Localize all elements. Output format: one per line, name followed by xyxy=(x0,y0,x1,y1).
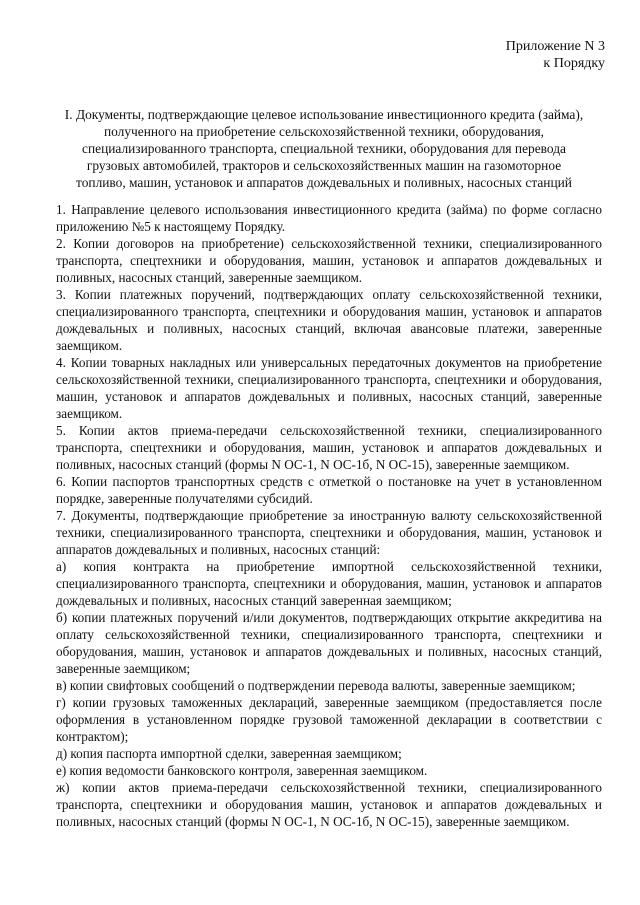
list-item: 7. Документы, подтверждающие приобретение за иностранную валюту сельскохозяйственной техники, специализированного транспорта, спецтехники и оборудования, машин, установок и аппаратов дождевальных и поливных, насосных станций: xyxy=(56,508,602,557)
sub-item: б) копии платежных поручений и/или документов, подтверждающих открытие аккредитива на оплату сельскохозяйственной техники, специализированного транспорта, спецтехники и оборудования, машин, установок и аппаратов дождевальных и поливных, насосных станций, заверенные заемщиком; xyxy=(56,610,602,676)
appendix-reference: к Порядку xyxy=(543,56,605,71)
sub-item: ж) копии актов приема-передачи сельскохозяйственной техники, специализированного транспорта, спецтехники и оборудования машин, установок и аппаратов дождевальных и поливных, насосных станций (формы N ОС-1, N ОС-1б, N ОС-15), заверенные заемщиком. xyxy=(56,780,602,829)
sub-item: д) копия паспорта импортной сделки, заверенная заемщиком; xyxy=(56,746,402,761)
list-item: 2. Копии договоров на приобретение) сельскохозяйственной техники, специализированного транспорта, спецтехники и оборудования, машин, установок и аппаратов дождевальных и поливных, насосных станций, заверенные заемщиком. xyxy=(56,236,602,285)
sub-item: г) копии грузовых таможенных деклараций, заверенные заемщиком (предоставляется после оформления в установленном порядке грузовой таможенной декларации в соответствии с контрактом); xyxy=(56,695,602,744)
section-heading: I. Документы, подтверждающие целевое использование инвестиционного кредита (займа), полученного на приобретение сельскохозяйственной техники, оборудования, специализированного транспорта, специальной техники, оборудования для перевода грузовых автомобилей, тракторов и сельскохозяйственных машин на газомоторное топливо, машин, установок и аппаратов дождевальных и поливных, насосных станций xyxy=(64,107,584,190)
sub-item: а) копия контракта на приобретение импортной сельскохозяйственной техники, специализированного транспорта, спецтехники и оборудования, машин, установок и аппаратов дождевальных и поливных, насосных станций заверенная заемщиком; xyxy=(56,559,602,608)
list-item: 6. Копии паспортов транспортных средств с отметкой о постановке на учет в установленном порядке, заверенные получателями субсидий. xyxy=(56,474,602,506)
list-item: 1. Направление целевого использования инвестиционного кредита (займа) по форме согласно приложению №5 к настоящему Порядку. xyxy=(56,202,602,234)
appendix-number: Приложение N 3 xyxy=(505,39,605,54)
list-item: 5. Копии актов приема-передачи сельскохозяйственной техники, специализированного транспорта, спецтехники и оборудования, машин, установок и аппаратов дождевальных и поливных, насосных станций (формы N ОС-1, N ОС-1б, N ОС-15), заверенные заемщиком. xyxy=(56,423,602,472)
appendix-label xyxy=(506,38,605,72)
list-item: 3. Копии платежных поручений, подтверждающих оплату сельскохозяйственной техники, специализированного транспорта, спецтехники и оборудования машин, установок и аппаратов дождевальных и поливных, насосных станций, включая авансовые платежи, заверенные заемщиком. xyxy=(56,287,602,353)
document-body xyxy=(56,201,602,830)
sub-item: в) копии свифтовых сообщений о подтверждении перевода валюты, заверенные заемщиком; xyxy=(56,678,576,693)
list-item: 4. Копии товарных накладных или универсальных передаточных документов на приобретение сельскохозяйственной техники, специализированного транспорта, спецтехники и оборудования, машин, установок и аппаратов дождевальных и поливных, насосных станций, заверенные заемщиком. xyxy=(56,355,602,421)
sub-item: е) копия ведомости банковского контроля, заверенная заемщиком. xyxy=(56,763,428,778)
